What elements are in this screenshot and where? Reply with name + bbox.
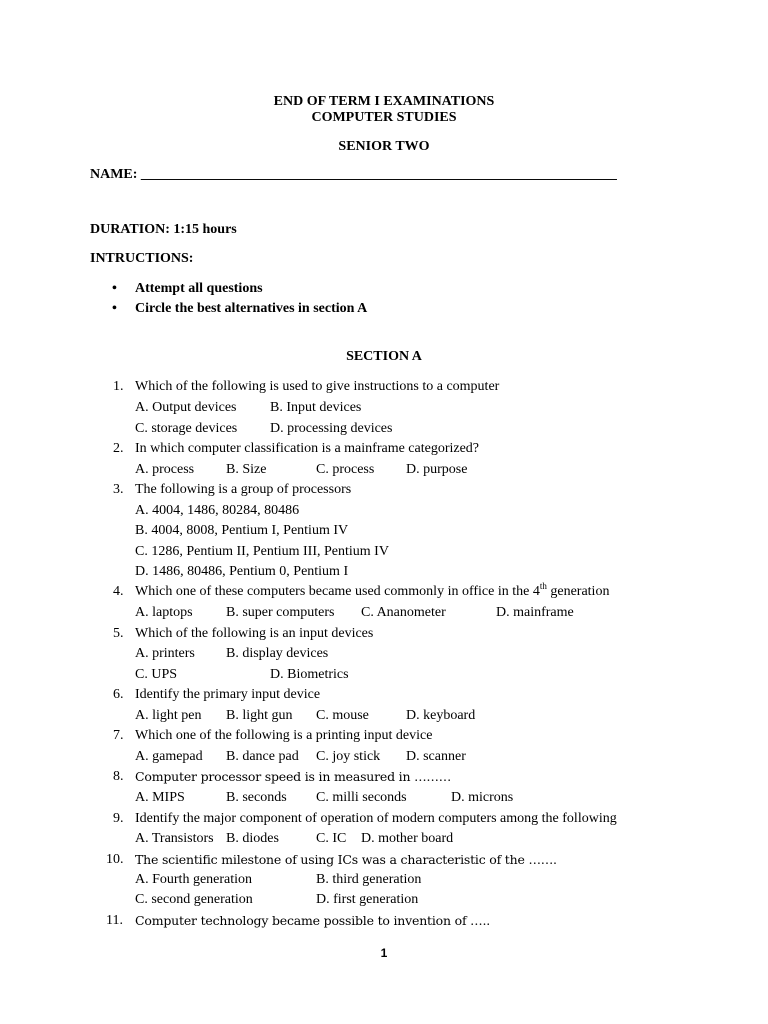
option-c[interactable]: C. UPS xyxy=(135,667,178,682)
option-a[interactable]: A. process xyxy=(135,462,195,477)
question-number: 4. xyxy=(113,584,124,599)
superscript: th xyxy=(539,581,547,591)
option-a[interactable]: A. Output devices xyxy=(135,400,237,415)
option-d[interactable]: D. purpose xyxy=(406,462,468,477)
bullet-icon: • xyxy=(112,301,117,316)
option-b[interactable]: B. Size xyxy=(226,462,267,477)
option-a[interactable]: A. laptops xyxy=(135,605,193,620)
instruction-item: Circle the best alternatives in section A xyxy=(135,301,368,316)
question-text: The following is a group of processors xyxy=(135,482,352,497)
subject-title: COMPUTER STUDIES xyxy=(311,110,457,125)
option-c[interactable]: C. storage devices xyxy=(135,421,238,436)
question-number: 11. xyxy=(106,913,123,928)
question-text: Which of the following is an input devices xyxy=(135,626,374,641)
option-a[interactable]: A. MIPS xyxy=(135,790,185,805)
option-d[interactable]: D. microns xyxy=(451,790,514,805)
question-text: Identify the primary input device xyxy=(135,687,321,702)
exam-title: END OF TERM I EXAMINATIONS xyxy=(273,94,495,109)
question-text: Which one of these computers became used commonly in office in the 4th generation xyxy=(135,581,610,599)
question-text: Identify the major component of operation of modern computers among the following xyxy=(135,811,617,826)
section-title: SECTION A xyxy=(346,349,422,364)
option-a[interactable]: A. Transistors xyxy=(135,831,214,846)
question-number: 6. xyxy=(113,687,124,702)
option-d[interactable]: D. Biometrics xyxy=(270,667,349,682)
option-d[interactable]: D. processing devices xyxy=(270,421,393,436)
option-a[interactable]: A. 4004, 1486, 80284, 80486 xyxy=(135,503,300,518)
question-text: Computer processor speed is in measured in ……… xyxy=(135,769,452,784)
option-c[interactable]: C. joy stick xyxy=(316,749,381,764)
question-text: Which of the following is used to give instructions to a computer xyxy=(135,379,500,394)
option-c[interactable]: C. mouse xyxy=(316,708,369,723)
question-number: 3. xyxy=(113,482,124,497)
option-d[interactable]: D. mainframe xyxy=(496,605,574,620)
option-b[interactable]: B. dance pad xyxy=(226,749,299,764)
name-field: NAME: ____________________________________________________________________ xyxy=(90,167,617,182)
option-c[interactable]: C. IC xyxy=(316,831,347,846)
option-b[interactable]: B. super computers xyxy=(226,605,335,620)
option-d[interactable]: D. scanner xyxy=(406,749,466,764)
duration: DURATION: 1:15 hours xyxy=(90,222,237,237)
question-number: 5. xyxy=(113,626,124,641)
question-number: 10. xyxy=(106,852,124,867)
option-a[interactable]: A. light pen xyxy=(135,708,202,723)
instructions-heading: INTRUCTIONS: xyxy=(90,251,194,266)
option-b[interactable]: B. light gun xyxy=(226,708,293,723)
class-title: SENIOR TWO xyxy=(338,139,430,154)
option-a[interactable]: A. gamepad xyxy=(135,749,203,764)
option-c[interactable]: C. milli seconds xyxy=(316,790,407,805)
option-c[interactable]: C. 1286, Pentium II, Pentium III, Pentium IV xyxy=(135,544,389,559)
option-a[interactable]: A. Fourth generation xyxy=(135,872,253,887)
question-number: 8. xyxy=(113,769,124,784)
bullet-icon: • xyxy=(112,281,117,296)
question-number: 2. xyxy=(113,441,124,456)
question-text: The scientific milestone of using ICs was a characteristic of the ……. xyxy=(135,852,557,867)
option-d[interactable]: D. 1486, 80486, Pentium 0, Pentium I xyxy=(135,564,349,579)
page-number: 1 xyxy=(380,946,388,960)
option-d[interactable]: D. mother board xyxy=(361,831,454,846)
instruction-item: Attempt all questions xyxy=(135,281,263,296)
option-d[interactable]: D. keyboard xyxy=(406,708,476,723)
option-b[interactable]: B. Input devices xyxy=(270,400,362,415)
option-b[interactable]: B. seconds xyxy=(226,790,287,805)
question-text: Which one of the following is a printing input device xyxy=(135,728,433,743)
option-c[interactable]: C. Ananometer xyxy=(361,605,446,620)
question-text: In which computer classification is a mainframe categorized? xyxy=(135,441,480,456)
question-text: Computer technology became possible to invention of ….. xyxy=(135,913,490,928)
option-c[interactable]: C. process xyxy=(316,462,375,477)
option-b[interactable]: B. 4004, 8008, Pentium I, Pentium IV xyxy=(135,523,349,538)
question-number: 9. xyxy=(113,811,124,826)
question-number: 7. xyxy=(113,728,124,743)
option-b[interactable]: B. diodes xyxy=(226,831,279,846)
option-b[interactable]: B. display devices xyxy=(226,646,329,661)
option-a[interactable]: A. printers xyxy=(135,646,195,661)
option-b[interactable]: B. third generation xyxy=(316,872,422,887)
option-d[interactable]: D. first generation xyxy=(316,892,419,907)
option-c[interactable]: C. second generation xyxy=(135,892,253,907)
question-number: 1. xyxy=(113,379,124,394)
